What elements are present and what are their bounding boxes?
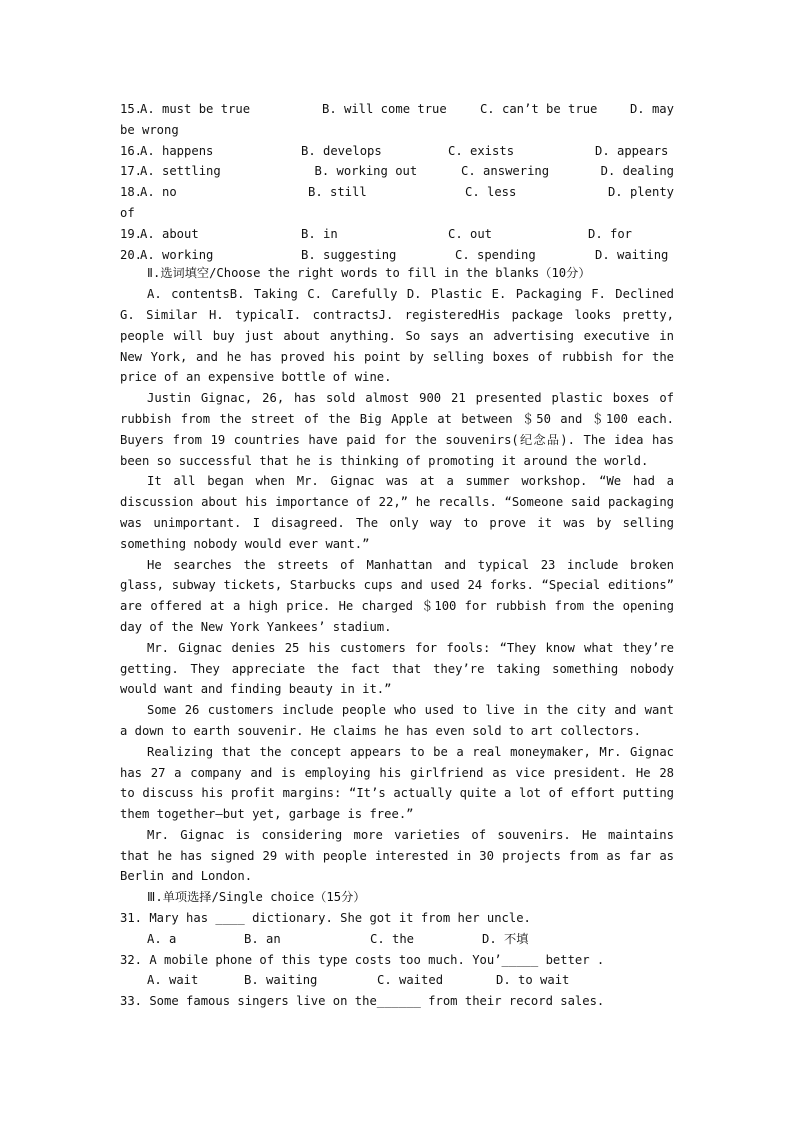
question-20-options	[120, 245, 674, 266]
option-d: D. for	[588, 226, 633, 241]
passage-paragraph: Mr. Gignac denies 25 his customers for fools: “They know what they’re getting. They appreciate the fact that they’re taking something nobody would want and finding beauty in it.”	[120, 640, 674, 697]
question-32-options	[120, 970, 674, 991]
option-c: C. spending	[455, 247, 536, 262]
question-number: 15.	[120, 102, 143, 116]
option-a: A. no	[140, 185, 177, 200]
option-a: A. must be true	[140, 102, 251, 116]
option-c: C. answering	[461, 164, 550, 179]
question-31-stem: 31. Mary has ____ dictionary. She got it from her uncle.	[120, 911, 531, 926]
option-d: D. may	[629, 102, 674, 116]
option-c: C. less	[465, 185, 517, 200]
passage-paragraph: Some 26 customers include people who used to live in the city and want a down to earth souvenir. He claims he has even sold to art collectors.	[120, 703, 674, 738]
question-number: 19.	[120, 226, 143, 241]
passage-paragraph: He searches the streets of Manhattan and typical 23 include broken glass, subway tickets, Starbucks cups and used 24 forks. “Special editions” are offered at a high price. He charged ＄100 for rubbish from the opening day of the New York Yankees’ stadium.	[120, 557, 674, 634]
option-d: D. appears	[595, 143, 669, 158]
option-c: C. exists	[448, 143, 515, 158]
question-number: 17.	[120, 164, 143, 179]
question-16-options	[120, 141, 674, 162]
option-d: D. to wait	[496, 973, 570, 988]
option-b: B. still	[308, 185, 367, 200]
question-number: 16.	[120, 143, 143, 158]
section-3-title: Ⅲ.单项选择/Single choice（15分）	[147, 890, 366, 905]
option-b: B. waiting	[244, 973, 318, 988]
option-d: D. waiting	[595, 247, 669, 262]
option-a: A. about	[140, 226, 199, 241]
option-a: A. settling	[140, 164, 221, 179]
option-b: B. an	[244, 931, 281, 946]
option-d: D. dealing	[600, 164, 674, 179]
question-33-stem: 33. Some famous singers live on the______ from their record sales.	[120, 994, 605, 1009]
word-bank-paragraph: A. contentsB. Taking C. Carefully D. Plastic E. Packaging F. Declined G. Similar H. typicalI. contractsJ. registeredHis package looks pretty, people will buy just about anything. So says an advertising executive in New York, and he has proved his point by selling boxes of rubbish for the price of an expensive bottle of wine.	[120, 287, 674, 385]
passage-paragraph: Realizing that the concept appears to be a real moneymaker, Mr. Gignac has 27 a company and is employing his girlfriend as vice president. He 28 to discuss his profit margins: “It’s actually quite a lot of effort putting them together—but yet, garbage is free.”	[120, 744, 674, 822]
option-a: A. a	[147, 931, 177, 946]
option-b: B. suggesting	[301, 247, 397, 262]
option-d-continuation: of	[120, 205, 135, 220]
question-number: 18.	[120, 185, 143, 200]
question-32-stem: 32. A mobile phone of this type costs too much. You’_____ better .	[120, 952, 605, 967]
option-b: B. will come true	[321, 102, 447, 116]
option-c: C. the	[370, 931, 415, 946]
option-a: A. wait	[147, 973, 199, 988]
option-d: D. plenty	[607, 185, 674, 200]
passage-paragraph: It all began when Mr. Gignac was at a summer workshop. “We had a discussion about his importance of 22,” he recalls. “Someone said packaging was unimportant. I disagreed. The only way to prove it was by selling something nobody would ever want.”	[120, 474, 674, 551]
passage-paragraph: Mr. Gignac is considering more varieties of souvenirs. He maintains that he has signed 29 with people interested in 30 projects from as far as Berlin and London.	[120, 827, 674, 884]
question-19-options	[120, 224, 674, 245]
option-b: B. working out	[314, 164, 418, 179]
exam-page	[120, 99, 674, 1012]
option-c: C. waited	[377, 973, 444, 988]
question-number: 20.	[120, 247, 143, 262]
option-b: B. develops	[301, 143, 382, 158]
option-a: A. happens	[140, 143, 214, 158]
question-31-options	[120, 929, 674, 950]
option-c: C. out	[448, 226, 493, 241]
option-d: D. 不填	[482, 931, 529, 946]
option-a: A. working	[140, 247, 214, 262]
section-2-title: Ⅱ.选词填空/Choose the right words to fill in the blanks（10分）	[147, 266, 591, 281]
question-17-options	[120, 161, 674, 182]
question-18-options	[120, 182, 674, 203]
option-b: B. in	[301, 226, 338, 241]
passage-paragraph: Justin Gignac, 26, has sold almost 900 21 presented plastic boxes of rubbish from the street of the Big Apple at between ＄50 and ＄100 each. Buyers from 19 countries have paid for the souvenirs(纪念品). The idea has been so successful that he is thinking of promoting it around the world.	[120, 391, 674, 468]
option-d-continuation: be wrong	[120, 122, 179, 137]
question-15-options	[120, 99, 674, 120]
option-c: C. can’t be true	[479, 102, 598, 116]
